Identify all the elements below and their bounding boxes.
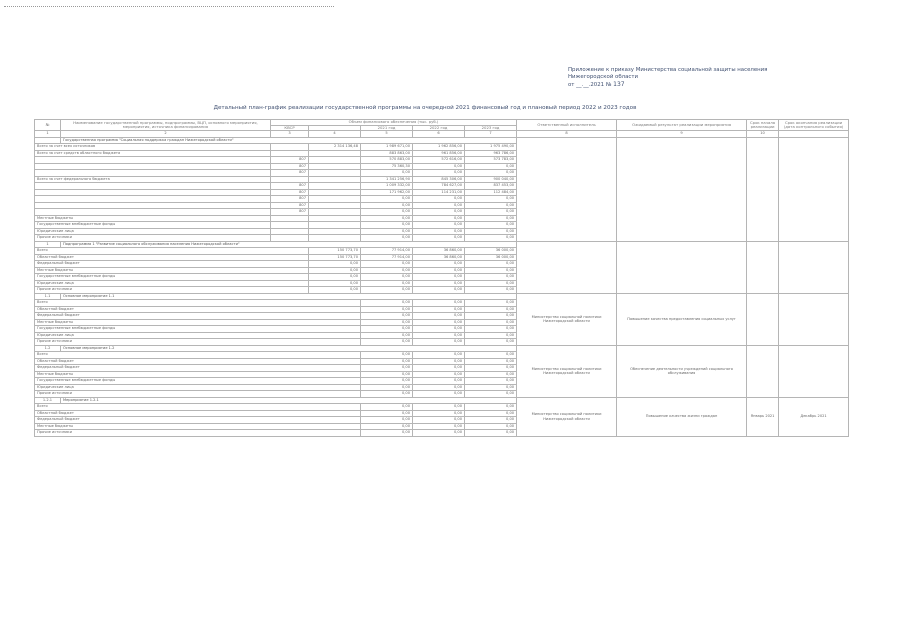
table-row: 807 171 962,00 114 231,00 112 484,00 [35,189,849,196]
appendix-line-1: Приложение к приказу Министерства социальной защиты населения [568,67,768,73]
appendix-line-3: от __.__.2021 № 137 [568,81,625,88]
table-row: Местные бюджеты 0,00 0,00 0,00 0,00 [35,267,849,274]
table-row: Областной бюджет 0,00 0,00 0,00 [35,306,849,313]
event-1-executor: Министерство социальной политики Нижегородской области [517,293,617,345]
table-row: 807 1 009 332,00 784 627,00 837 453,00 [35,183,849,190]
col-2021: 2021 год [361,125,413,131]
event-title-row: 1.2.1 Мероприятие 1.2.1 Министерство социальной политики Нижегородской области Повышение качества жизни граждан Январь 2021 Декабрь 2021 [35,397,849,404]
table-row: Государственные внебюджетные фонды 0,00 0,00 0,00 [35,326,849,333]
table-row: 807 0,00 0,00 0,00 [35,202,849,209]
event-3-result: Повышение качества жизни граждан [617,397,747,436]
col-kbk: КВСР [271,125,309,131]
table-row: Прочие источники 0,00 0,00 0,00 [35,339,849,346]
appendix-note [568,67,818,89]
subprogram-title-row: 1 Подпрограмма 1 "Развитие социального обслуживания населения Нижегородской области" [35,241,849,248]
event-title-row: 1.2 Основное мероприятие 1.2 Министерство социальной политики Нижегородской области Обеспечение деятельности учреждений социального обслуживания [35,345,849,352]
table-row: Прочие источники 0,00 0,00 0,00 [35,430,849,437]
table-row: Всего 0,00 0,00 0,00 [35,404,849,411]
table-row: 807 0,00 0,00 0,00 [35,170,849,177]
col-deadline: Срок начала реализации [747,120,779,131]
table-row: Всего 150 773,70 77 914,00 36 860,00 36 000,00 [35,248,849,255]
event-3-title: Мероприятие 1.2.1 [61,397,517,404]
table-row: Местные бюджеты 0,00 0,00 0,00 [35,423,849,430]
table-row: 807 75 360,30 0,00 0,00 [35,163,849,170]
document-title: Детальный план-график реализации государственной программы на очередной 2021 финансовый год и плановый период 2022 и 2023 годов [213,105,637,111]
table-row: Областной бюджет 150 773,70 77 914,00 36 860,00 36 000,00 [35,254,849,261]
table-row: Всего за счет всех источников 2 314 136,48 1 989 671,00 1 962 856,00 1 975 490,00 [35,144,849,151]
table-row: Федеральный бюджет 0,00 0,00 0,00 [35,313,849,320]
table-row: Местные бюджеты 0,00 0,00 0,00 [35,371,849,378]
event-1-title: Основное мероприятие 1.1 [61,293,517,300]
col-num: № [35,120,61,131]
table-row: Прочие источники 0,00 0,00 0,00 [35,235,849,242]
col-2022: 2022 год [413,125,465,131]
event-3-start: Январь 2021 [747,397,779,436]
top-edge-line [4,6,334,7]
table-row: Юридические лица 0,00 0,00 0,00 0,00 [35,280,849,287]
event-title-row: 1.1 Основное мероприятие 1.1 Министерство социальной политики Нижегородской области Повышение качества предоставления социальных услуг [35,293,849,300]
event-1-result: Повышение качества предоставления социальных услуг [617,293,747,345]
table-row: Юридические лица 0,00 0,00 0,00 [35,384,849,391]
subprogram-title: Подпрограмма 1 "Развитие социального обслуживания населения Нижегородской области" [61,241,517,248]
event-3-executor: Министерство социальной политики Нижегородской области [517,397,617,436]
table-row: Юридические лица 0,00 0,00 0,00 [35,332,849,339]
table-row: Государственные внебюджетные фонды 0,00 0,00 0,00 [35,378,849,385]
plan-table [34,119,849,437]
table-row: Всего за счет средств областного бюджета 883 863,00 961 856,00 963 786,00 [35,150,849,157]
table-row: Федеральный бюджет 0,00 0,00 0,00 [35,365,849,372]
event-2-executor: Министерство социальной политики Нижегородской области [517,345,617,397]
table-row: Федеральный бюджет 0,00 0,00 0,00 [35,417,849,424]
col-executor: Ответственный исполнитель [517,120,617,131]
table-row: Областной бюджет 0,00 0,00 0,00 [35,358,849,365]
event-2-title: Основное мероприятие 1.2 [61,345,517,352]
col-2023: 2023 год [465,125,517,131]
col-finance-group: Объем финансового обеспечения (тыс. руб.) [271,120,517,126]
table-row: Местные бюджеты 0,00 0,00 0,00 [35,319,849,326]
table-row: Прочие источники 0,00 0,00 0,00 [35,391,849,398]
table-row: Местные бюджеты 0,00 0,00 0,00 [35,215,849,222]
table-row: Юридические лица 0,00 0,00 0,00 [35,228,849,235]
table-row: Прочие источники 0,00 0,00 0,00 0,00 [35,287,849,294]
event-2-result: Обеспечение деятельности учреждений социального обслуживания [617,345,747,397]
numbering-row: 1 2 3 4 5 6 7 8 9 10 [35,131,849,138]
table-row: Всего 0,00 0,00 0,00 [35,352,849,359]
appendix-line-2: Нижегородской области [568,74,639,80]
table-row: Государственные внебюджетные фонды 0,00 0,00 0,00 [35,222,849,229]
col-result: Ожидаемый результат реализации мероприятия [617,120,747,131]
table-row: Федеральный бюджет 0,00 0,00 0,00 0,00 [35,261,849,268]
program-title: Государственная программа "Социальная поддержка граждан Нижегородской области" [61,137,517,144]
table-row: Всего за счет федерального бюджета 1 341 256,90 845 306,00 900 040,00 [35,176,849,183]
event-3-end: Декабрь 2021 [779,397,849,436]
table-row: Всего 0,00 0,00 0,00 [35,300,849,307]
col-deadline-end: Срок окончания реализации (дата контрольного события) [779,120,849,131]
table-row: 807 0,00 0,00 0,00 [35,209,849,216]
table-row: 807 0,00 0,00 0,00 [35,196,849,203]
table-row: 807 570 883,00 572 616,00 573 783,00 [35,157,849,164]
table-row: Государственные внебюджетные фонды 0,00 0,00 0,00 0,00 [35,274,849,281]
table-row: Областной бюджет 0,00 0,00 0,00 [35,410,849,417]
col-name: Наименование государственной программы, подпрограммы, ВЦП, основного мероприятия, мероприятия, источника финансирования [61,120,271,131]
plan-table-sheet [34,119,844,636]
